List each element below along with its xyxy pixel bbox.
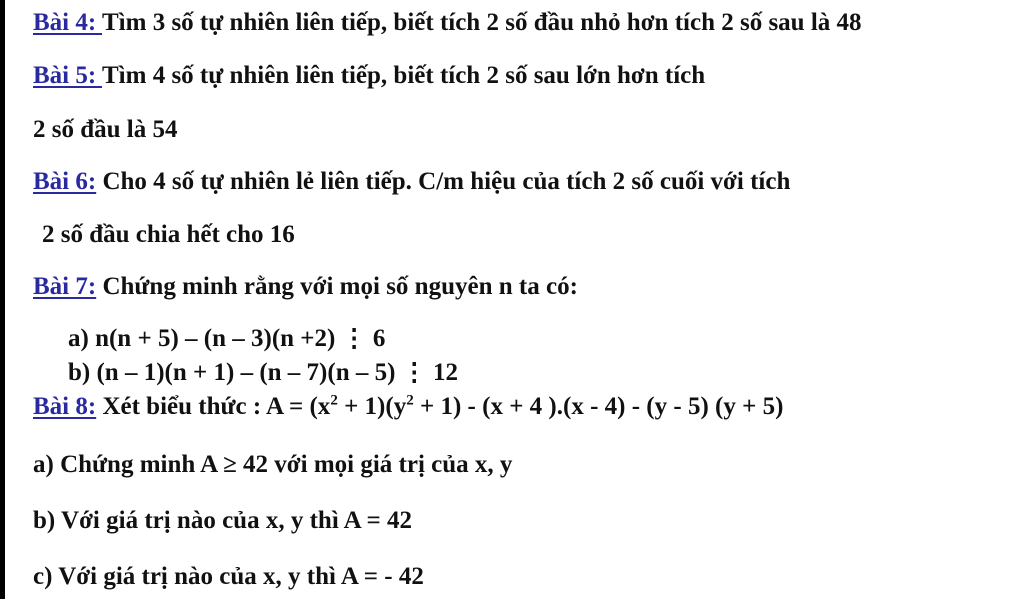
- problem-4-text: Tìm 3 số tự nhiên liên tiếp, biết tích 2 số đầu nhỏ hơn tích 2 số sau là 48: [102, 9, 862, 36]
- problem-6: [33, 167, 790, 197]
- problem-7-part-a: a) n(n + 5) – (n – 3)(n +2) ⋮ 6: [68, 325, 386, 352]
- problem-8: [33, 392, 783, 422]
- exponent-x: 2: [330, 392, 338, 409]
- problem-4: [33, 8, 862, 38]
- problem-7: [33, 272, 578, 302]
- problem-6-label: Bài 6:: [33, 168, 97, 195]
- problem-8-text-mid: + 1)(y: [337, 393, 407, 420]
- problem-8-text-post: + 1) - (x + 4 ).(x - 4) - (y - 5) (y + 5): [413, 393, 784, 420]
- problem-8-text-pre: Xét biểu thức : A = (x: [96, 393, 331, 420]
- left-border: [0, 0, 5, 599]
- problem-8-label: Bài 8:: [33, 393, 97, 420]
- problem-5: [33, 61, 705, 91]
- problem-5-continuation: 2 số đầu là 54: [33, 116, 178, 143]
- problem-6-text: Cho 4 số tự nhiên lẻ liên tiếp. C/m hiệu của tích 2 số cuối với tích: [96, 168, 791, 195]
- problem-8-part-b: b) Với giá trị nào của x, y thì A = 42: [33, 507, 413, 534]
- problem-8-part-a: a) Chứng minh A ≥ 42 với mọi giá trị của x, y: [33, 451, 513, 478]
- problem-5-text: Tìm 4 số tự nhiên liên tiếp, biết tích 2 số sau lớn hơn tích: [102, 62, 706, 89]
- problem-6-continuation: 2 số đầu chia hết cho 16: [42, 221, 295, 248]
- problem-4-label: Bài 4:: [33, 9, 102, 36]
- problem-8-part-c: c) Với giá trị nào của x, y thì A = - 42: [33, 563, 424, 590]
- problem-7-label: Bài 7:: [33, 273, 97, 300]
- exponent-y: 2: [406, 392, 414, 409]
- problem-7-part-b: b) (n – 1)(n + 1) – (n – 7)(n – 5) ⋮ 12: [68, 359, 458, 386]
- problem-5-label: Bài 5:: [33, 62, 102, 89]
- problem-7-text: Chứng minh rằng với mọi số nguyên n ta có:: [96, 273, 578, 300]
